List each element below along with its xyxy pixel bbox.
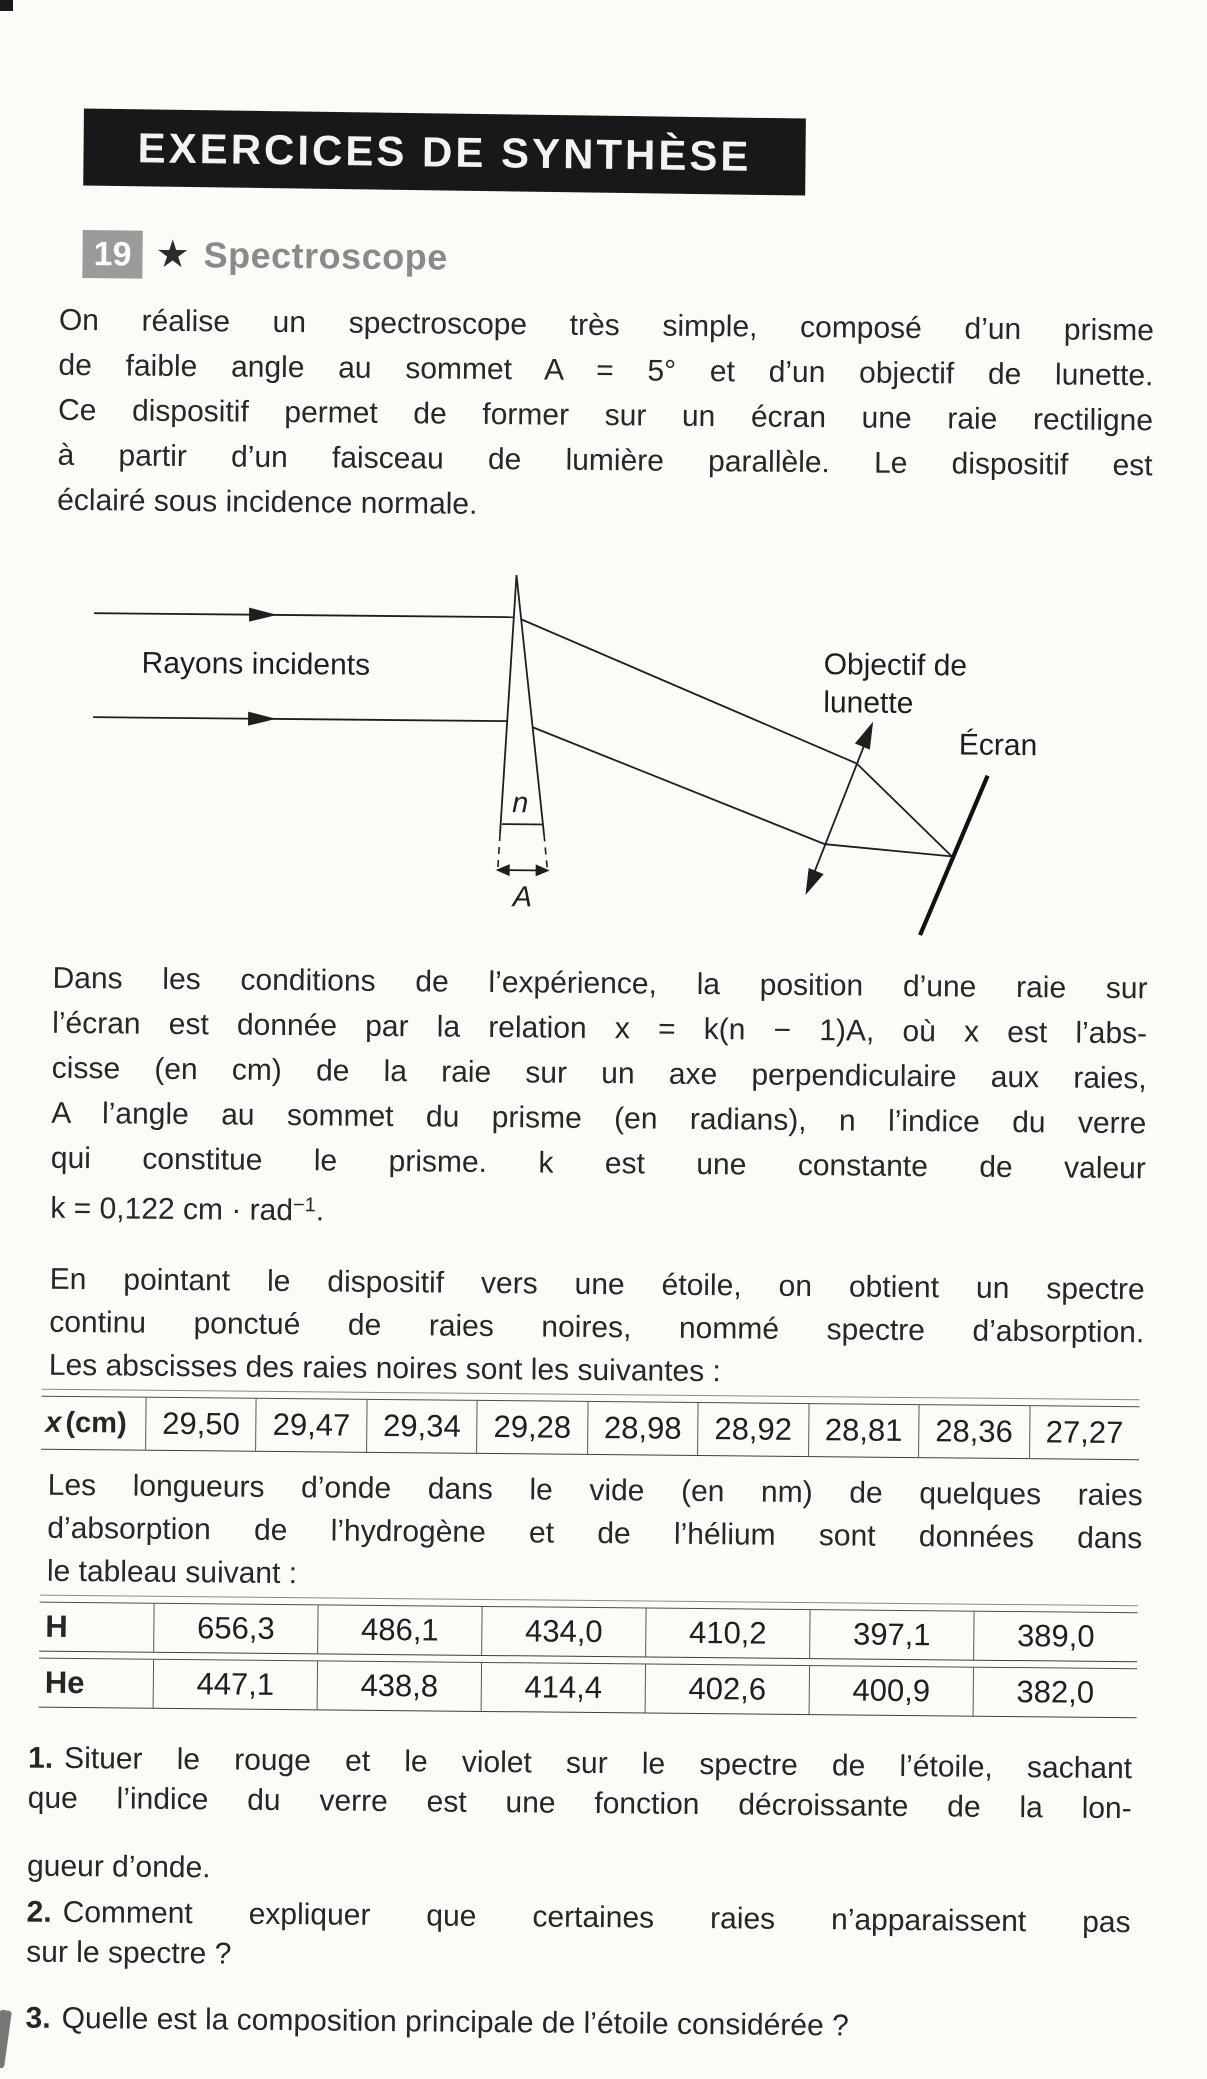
constant-value: k = 0,122 cm · rad bbox=[50, 1192, 293, 1227]
spectrum-paragraph bbox=[49, 1258, 1145, 1398]
text-line: gueur d’onde. bbox=[27, 1850, 1131, 1895]
table-cell: 389,0 bbox=[973, 1612, 1137, 1662]
question-2 bbox=[26, 1890, 1131, 1981]
arrowhead-icon bbox=[249, 608, 277, 622]
question-3-text: Quelle est la composition principale de l’étoile considérée ? bbox=[61, 2002, 848, 2043]
table-cell: 27,27 bbox=[1029, 1406, 1140, 1459]
question-2-number: 2. bbox=[26, 1896, 51, 1929]
wavelength-table bbox=[39, 1602, 1138, 1719]
table-cell: 29,34 bbox=[366, 1400, 477, 1453]
table-cell: 28,98 bbox=[587, 1402, 698, 1455]
text-line: Les abscisses des raies noires sont les suivantes : bbox=[49, 1344, 1144, 1398]
text-line: d’absorption de l’hydrogène et de l’hélium sont données dans bbox=[47, 1507, 1142, 1561]
star-icon: ★ bbox=[155, 231, 190, 279]
refracted-ray-bottom bbox=[532, 727, 953, 856]
objective-label-line2: lunette bbox=[823, 686, 913, 720]
table-cell: 400,9 bbox=[809, 1666, 973, 1716]
table-cell: 28,92 bbox=[697, 1403, 808, 1456]
table-cell: 29,28 bbox=[476, 1401, 587, 1454]
exponent: −1 bbox=[293, 1194, 316, 1216]
table-cell: 28,36 bbox=[918, 1405, 1029, 1458]
text-line: continu ponctué de raies noires, nommé spectre d’absorption. bbox=[49, 1301, 1144, 1355]
incident-ray-bottom bbox=[93, 717, 507, 721]
arrowhead-icon bbox=[855, 721, 873, 749]
hydrogen-values bbox=[153, 1604, 1137, 1661]
table-cell: 447,1 bbox=[153, 1660, 317, 1710]
text-line: Les longueurs d’onde dans le vide (en nm) de quelques raies bbox=[48, 1464, 1143, 1518]
incident-rays-label: Rayons incidents bbox=[141, 647, 370, 682]
section-banner: EXERCICES DE SYNTHÈSE bbox=[83, 108, 806, 195]
table-cell: 29,50 bbox=[145, 1398, 256, 1451]
relation-paragraph bbox=[51, 956, 1148, 1192]
text-line: cisse (en cm) de la raie sur un axe perpendiculaire aux raies, bbox=[52, 1046, 1147, 1102]
spectroscope-diagram bbox=[0, 549, 1202, 961]
abscissa-table bbox=[41, 1396, 1139, 1461]
text-line: l’écran est donnée par la relation x = k(n − 1)A, où x est l’abs- bbox=[52, 1001, 1147, 1057]
exercise-number-badge: 19 bbox=[82, 230, 142, 279]
exercise-title: Spectroscope bbox=[203, 234, 447, 278]
apex-angle-label: A bbox=[511, 881, 533, 913]
arrowhead-icon bbox=[805, 868, 823, 895]
table-cell: 402,6 bbox=[645, 1665, 809, 1715]
text-line: En pointant le dispositif vers une étoile, on obtient un spectre bbox=[50, 1258, 1145, 1312]
text-line: que l’indice du verre est une fonction décroissante de la lon- bbox=[27, 1782, 1132, 1861]
intro-paragraph bbox=[57, 298, 1154, 534]
table-cell: 414,4 bbox=[481, 1663, 645, 1713]
question-1-number: 1. bbox=[28, 1742, 53, 1775]
table-cell: 486,1 bbox=[317, 1605, 481, 1655]
table-cell: 28,81 bbox=[808, 1404, 919, 1457]
abscissa-table-header: x (cm) bbox=[41, 1397, 145, 1450]
objective-label-line1: Objectif de bbox=[823, 648, 967, 682]
text-line: On réalise un spectroscope très simple, composé d’un prisme bbox=[59, 298, 1154, 354]
text-line: sur le spectre ? bbox=[26, 1936, 1130, 1981]
text-line: de faible angle au sommet A = 5° et d’un objectif de lunette. bbox=[58, 343, 1153, 399]
text-line: le tableau suivant : bbox=[47, 1550, 1142, 1604]
prism-left-extension bbox=[498, 834, 500, 872]
table-cell: 397,1 bbox=[809, 1610, 973, 1660]
text-line: A l’angle au sommet du prisme (en radians), n l’indice du verre bbox=[51, 1091, 1146, 1147]
text-line: qui constitue le prisme. k est une constante de valeur bbox=[51, 1136, 1146, 1192]
prism-right-extension bbox=[544, 834, 548, 872]
table-cell: 29,47 bbox=[256, 1399, 367, 1452]
question-3 bbox=[25, 1996, 1129, 2053]
table-cell: 382,0 bbox=[973, 1668, 1137, 1718]
row-label-helium: He bbox=[39, 1659, 153, 1708]
question-1 bbox=[27, 1736, 1132, 1895]
refractive-index-label: n bbox=[512, 787, 528, 819]
arrowhead-icon bbox=[248, 712, 276, 726]
question-2-text: Comment expliquer que certaines raies n’apparaissent pas bbox=[63, 1896, 1131, 1939]
text-line: Dans les conditions de l’expérience, la position d’une raie sur bbox=[52, 956, 1147, 1012]
constant-value-line: k = 0,122 cm · rad$^{-1}$. bbox=[50, 1181, 1145, 1237]
screen-line bbox=[920, 775, 988, 936]
table-cell: 410,2 bbox=[645, 1609, 809, 1659]
text-line: Ce dispositif permet de former sur un écran une raie rectiligne bbox=[58, 388, 1153, 444]
screen-label: Écran bbox=[959, 728, 1038, 762]
objective-lens bbox=[814, 743, 865, 874]
question-3-number: 3. bbox=[25, 2002, 50, 2035]
text-line: à partir d’un faisceau de lumière parallèle. Le dispositif est bbox=[57, 433, 1152, 489]
incident-ray-top bbox=[94, 613, 514, 617]
wavelengths-paragraph bbox=[47, 1464, 1143, 1604]
text-line: éclairé sous incidence normale. bbox=[57, 478, 1152, 534]
row-label-hydrogen: H bbox=[39, 1603, 153, 1652]
table-cell: 656,3 bbox=[153, 1604, 317, 1654]
table-cell: 434,0 bbox=[481, 1607, 645, 1657]
exercise-header bbox=[82, 230, 448, 282]
helium-values bbox=[153, 1660, 1137, 1717]
table-cell: 438,8 bbox=[317, 1661, 481, 1711]
abscissa-values bbox=[145, 1398, 1139, 1460]
question-1-text: Situer le rouge et le violet sur le spectre de l’étoile, sachant bbox=[64, 1742, 1132, 1785]
